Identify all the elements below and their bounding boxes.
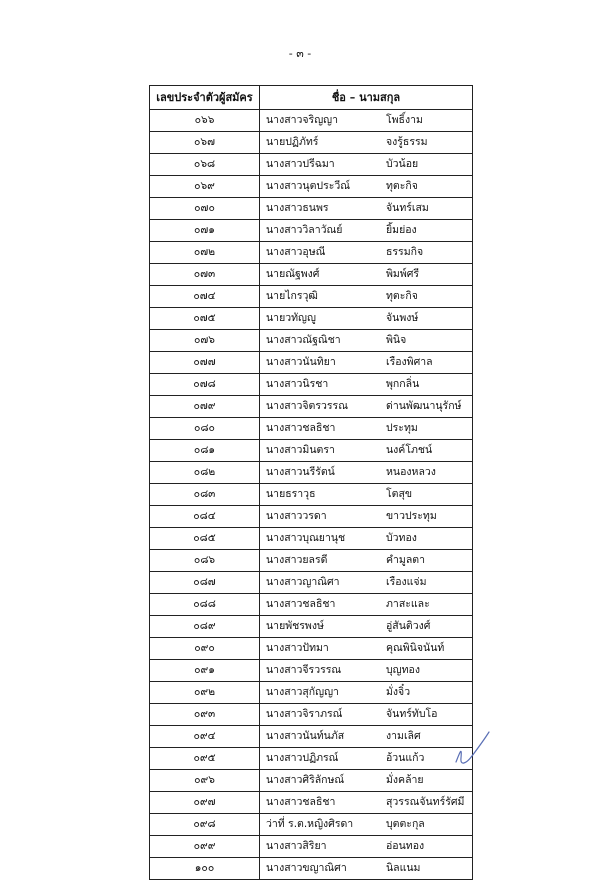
table-body xyxy=(150,110,473,880)
first-name: นางสาวชลธิชา xyxy=(266,796,336,808)
last-name: อ่อนทอง xyxy=(386,840,425,852)
table-row xyxy=(150,836,473,858)
applicant-id: ๐๘๑ xyxy=(150,440,260,462)
table-row xyxy=(150,550,473,572)
applicant-id: ๐๙๒ xyxy=(150,682,260,704)
applicant-id: ๐๘๒ xyxy=(150,462,260,484)
applicant-name-cell xyxy=(260,770,473,792)
applicant-name-cell xyxy=(260,286,473,308)
table-row xyxy=(150,704,473,726)
last-name: บุญทอง xyxy=(386,664,420,676)
table-row xyxy=(150,792,473,814)
applicant-name-cell xyxy=(260,594,473,616)
applicant-id: ๐๖๘ xyxy=(150,154,260,176)
first-name: นางสาวธนพร xyxy=(266,202,329,214)
table-row xyxy=(150,330,473,352)
applicant-id: ๐๗๖ xyxy=(150,330,260,352)
last-name: จันทร์เสม xyxy=(386,202,429,214)
first-name: นางสาวนรีรัตน์ xyxy=(266,466,335,478)
first-name: นางสาวจีรวรรณ xyxy=(266,664,342,676)
last-name: งามเลิศ xyxy=(386,730,421,742)
applicant-id: ๑๐๐ xyxy=(150,858,260,880)
applicant-name-cell xyxy=(260,726,473,748)
applicant-id: ๐๗๗ xyxy=(150,352,260,374)
applicant-name-cell xyxy=(260,748,473,770)
applicant-id: ๐๗๑ xyxy=(150,220,260,242)
applicant-name-cell xyxy=(260,638,473,660)
table-row xyxy=(150,352,473,374)
applicant-name-cell xyxy=(260,110,473,132)
first-name: นางสาวณัฐณิชา xyxy=(266,334,341,346)
first-name: นางสาวจิตรวรรณ xyxy=(266,400,348,412)
table-row xyxy=(150,748,473,770)
first-name: นางสาวขญาณิศา xyxy=(266,862,347,874)
first-name: นายไกรวุฒิ xyxy=(266,290,318,302)
last-name: โพธิ์งาม xyxy=(386,114,423,126)
first-name: นางสาวจิราภรณ์ xyxy=(266,708,343,720)
applicant-name-cell xyxy=(260,528,473,550)
applicant-name-cell xyxy=(260,132,473,154)
applicant-name-cell xyxy=(260,242,473,264)
first-name: นางสาวชลธิชา xyxy=(266,598,336,610)
applicant-id: ๐๖๗ xyxy=(150,132,260,154)
first-name: นางสาวนุตประวีณ์ xyxy=(266,180,350,192)
applicant-id: ๐๙๘ xyxy=(150,814,260,836)
last-name: เรืองพิศาล xyxy=(386,356,433,368)
first-name: นางสาวสิริยา xyxy=(266,840,327,852)
applicant-name-cell xyxy=(260,572,473,594)
last-name: ธรรมกิจ xyxy=(386,246,424,258)
last-name: มั่งจิ๋ว xyxy=(386,686,411,698)
header-applicant-id: เลขประจำตัวผู้สมัคร xyxy=(150,86,260,110)
first-name: ว่าที่ ร.ต.หญิงศิรดา xyxy=(266,818,354,830)
applicant-id: ๐๙๗ xyxy=(150,792,260,814)
first-name: นางสาววรดา xyxy=(266,510,327,522)
table-row xyxy=(150,616,473,638)
last-name: โตสุข xyxy=(386,488,413,500)
first-name: นายพัชรพงษ์ xyxy=(266,620,324,632)
signature-mark xyxy=(452,728,492,770)
last-name: พิมพ์ศรี xyxy=(386,268,420,280)
last-name: จันพงษ์ xyxy=(386,312,419,324)
applicant-name-cell xyxy=(260,440,473,462)
applicant-id: ๐๗๐ xyxy=(150,198,260,220)
applicant-id: ๐๙๐ xyxy=(150,638,260,660)
first-name: นางสาวนิรชา xyxy=(266,378,329,390)
first-name: นายธราวุธ xyxy=(266,488,316,500)
table-row xyxy=(150,418,473,440)
table-row xyxy=(150,396,473,418)
table-row xyxy=(150,638,473,660)
applicant-name-cell xyxy=(260,858,473,880)
applicant-id: ๐๗๙ xyxy=(150,396,260,418)
applicant-name-cell xyxy=(260,616,473,638)
table-row xyxy=(150,528,473,550)
applicant-id: ๐๗๕ xyxy=(150,308,260,330)
first-name: นางสาวมินตรา xyxy=(266,444,335,456)
last-name: บัวทอง xyxy=(386,532,417,544)
table-row xyxy=(150,110,473,132)
applicant-name-cell xyxy=(260,330,473,352)
last-name: ภาสะและ xyxy=(386,598,430,610)
table-row xyxy=(150,770,473,792)
last-name: ทุตะกิจ xyxy=(386,180,418,192)
last-name: นิลแนม xyxy=(386,862,421,874)
table-row xyxy=(150,154,473,176)
last-name: พินิจ xyxy=(386,334,407,346)
applicant-id: ๐๘๙ xyxy=(150,616,260,638)
table-row xyxy=(150,858,473,880)
last-name: ด่านพัฒนานุรักษ์ xyxy=(386,400,462,412)
applicant-name-cell xyxy=(260,154,473,176)
last-name: คุณพินิจนันท์ xyxy=(386,642,445,654)
last-name: ยิ้มย่อง xyxy=(386,224,417,236)
table-row xyxy=(150,374,473,396)
first-name: นางสาวจริญญา xyxy=(266,114,338,126)
first-name: นายณัฐพงศ์ xyxy=(266,268,320,280)
applicant-name-cell xyxy=(260,220,473,242)
applicant-name-cell xyxy=(260,660,473,682)
applicant-id: ๐๙๙ xyxy=(150,836,260,858)
first-name: นายปฏิภัทร์ xyxy=(266,136,319,148)
table-row xyxy=(150,726,473,748)
applicant-name-cell xyxy=(260,704,473,726)
applicant-name-cell xyxy=(260,308,473,330)
applicant-id: ๐๖๖ xyxy=(150,110,260,132)
first-name: นางสาวสุกัญญา xyxy=(266,686,339,698)
applicant-id: ๐๙๕ xyxy=(150,748,260,770)
first-name: นางสาวชลธิชา xyxy=(266,422,336,434)
first-name: นางสาวยลรดี xyxy=(266,554,328,566)
first-name: นางสาวบุณยานุช xyxy=(266,532,346,544)
table-row xyxy=(150,682,473,704)
applicant-id: ๐๘๔ xyxy=(150,506,260,528)
first-name: นายวทัญญู xyxy=(266,312,316,324)
applicant-name-cell xyxy=(260,792,473,814)
last-name: อู่สันติวงศ์ xyxy=(386,620,431,632)
page-number: - ๓ - xyxy=(288,47,312,60)
applicant-id: ๐๘๘ xyxy=(150,594,260,616)
table-row xyxy=(150,814,473,836)
applicant-name-cell xyxy=(260,374,473,396)
last-name: บัวน้อย xyxy=(386,158,419,170)
last-name: พุกกลิ่น xyxy=(386,378,420,390)
table-row xyxy=(150,440,473,462)
applicant-name-cell xyxy=(260,462,473,484)
applicant-id: ๐๘๐ xyxy=(150,418,260,440)
applicant-name-cell xyxy=(260,836,473,858)
first-name: นางสาวนันทิยา xyxy=(266,356,336,368)
first-name: นางสาวปัทมา xyxy=(266,642,329,654)
applicant-id: ๐๗๔ xyxy=(150,286,260,308)
last-name: นงค์โภชน์ xyxy=(386,444,433,456)
table-row xyxy=(150,220,473,242)
applicant-id: ๐๗๓ xyxy=(150,264,260,286)
first-name: นางสาววิลาวัณย์ xyxy=(266,224,343,236)
applicant-name-cell xyxy=(260,550,473,572)
last-name: เรืองแจ่ม xyxy=(386,576,427,588)
applicant-id: ๐๖๙ xyxy=(150,176,260,198)
applicant-name-cell xyxy=(260,484,473,506)
last-name: จันทร์ทับโอ xyxy=(386,708,438,720)
applicant-name-cell xyxy=(260,352,473,374)
applicant-name-cell xyxy=(260,814,473,836)
header-full-name: ชื่อ – นามสกุล xyxy=(260,86,473,110)
applicant-id: ๐๙๖ xyxy=(150,770,260,792)
table-row xyxy=(150,506,473,528)
table-row xyxy=(150,462,473,484)
last-name: บุตตะกุล xyxy=(386,818,425,830)
table-row xyxy=(150,176,473,198)
last-name: สุวรรณจันทร์รัศมี xyxy=(386,796,465,808)
first-name: นางสาวปรีฉมา xyxy=(266,158,335,170)
table-row xyxy=(150,286,473,308)
table-row xyxy=(150,264,473,286)
applicant-name-cell xyxy=(260,506,473,528)
table-row xyxy=(150,308,473,330)
last-name: จงรู้ธรรม xyxy=(386,136,428,148)
table-row xyxy=(150,484,473,506)
applicant-name-cell xyxy=(260,418,473,440)
table-row xyxy=(150,242,473,264)
applicant-name-cell xyxy=(260,396,473,418)
first-name: นางสาวญาณิศา xyxy=(266,576,340,588)
applicant-id: ๐๘๗ xyxy=(150,572,260,594)
table-row xyxy=(150,660,473,682)
applicant-id: ๐๗๒ xyxy=(150,242,260,264)
applicant-id: ๐๘๕ xyxy=(150,528,260,550)
applicant-id: ๐๙๓ xyxy=(150,704,260,726)
table-row xyxy=(150,594,473,616)
first-name: นางสาวอุษณี xyxy=(266,246,326,258)
applicant-name-cell xyxy=(260,264,473,286)
first-name: นางสาวปฏิภรณ์ xyxy=(266,752,339,764)
table-row xyxy=(150,132,473,154)
applicant-name-cell xyxy=(260,682,473,704)
applicant-id: ๐๗๘ xyxy=(150,374,260,396)
applicant-id: ๐๘๖ xyxy=(150,550,260,572)
first-name: นางสาวศิริลักษณ์ xyxy=(266,774,345,786)
applicant-table xyxy=(149,85,473,880)
applicant-id: ๐๙๑ xyxy=(150,660,260,682)
table-row xyxy=(150,572,473,594)
applicant-id: ๐๘๓ xyxy=(150,484,260,506)
applicant-name-cell xyxy=(260,198,473,220)
first-name: นางสาวนันท์นภัส xyxy=(266,730,345,742)
last-name: ทุตะกิจ xyxy=(386,290,418,302)
table-header-row xyxy=(150,86,473,110)
table-row xyxy=(150,198,473,220)
last-name: ประทุม xyxy=(386,422,418,434)
last-name: อ้วนแก้ว xyxy=(386,752,425,764)
applicant-id: ๐๙๔ xyxy=(150,726,260,748)
applicant-name-cell xyxy=(260,176,473,198)
last-name: หนองหลวง xyxy=(386,466,436,478)
last-name: มั่งคล้าย xyxy=(386,774,424,786)
last-name: ขาวประทุม xyxy=(386,510,437,522)
last-name: คำมูลตา xyxy=(386,554,425,566)
